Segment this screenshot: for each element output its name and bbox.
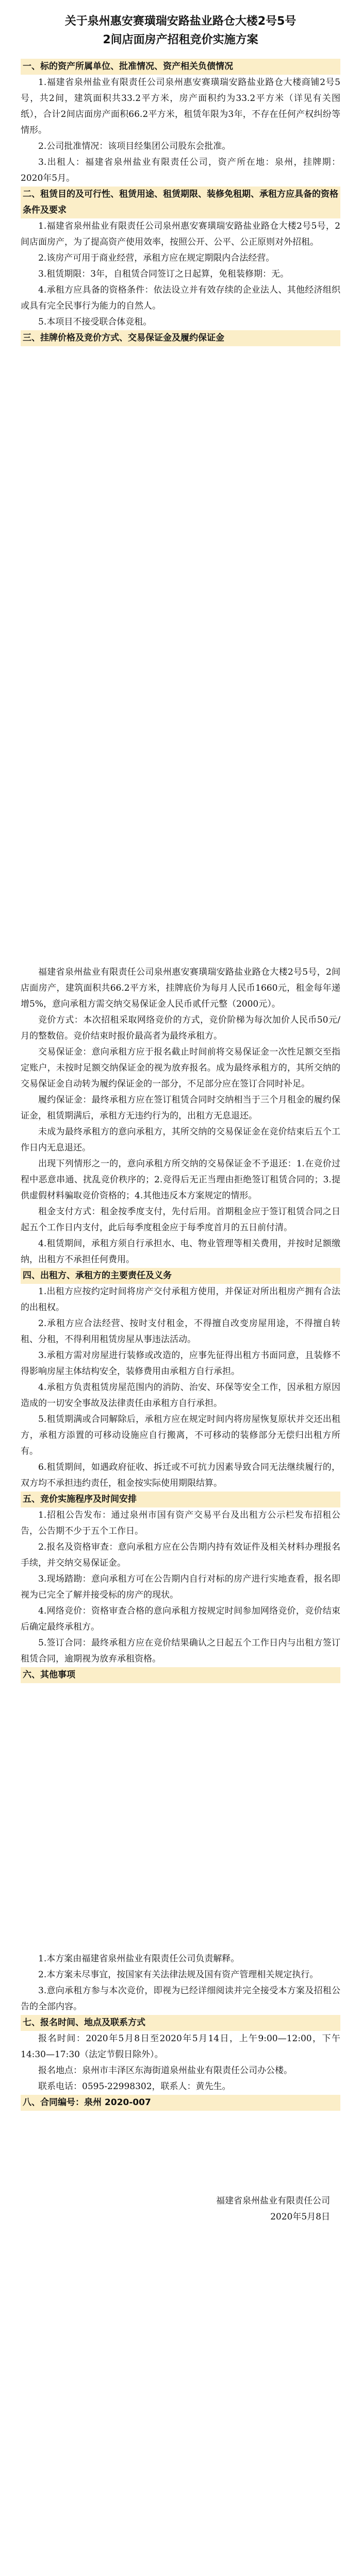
section-heading: 三、挂牌价格及竞价方式、交易保证金及履约保证金: [21, 330, 340, 346]
paragraph: 2.承租方应合法经营、按时支付租金，不得擅自改变房屋用途，不得擅自转租、分租，不得利用租赁房屋从事违法活动。: [21, 1318, 340, 1345]
paragraph: 2.报名及资格审查：意向承租方应在公告期内持有效证件及相关材料办理报名手续，并交纳交易保证金。: [21, 1542, 340, 1568]
paragraph: 5.签订合同：最终承租方应在竞价结果确认之日起五个工作日内与出租方签订租赁合同，逾期视为放弃承租资格。: [21, 1638, 340, 1664]
paragraph: 1.出租方应按约定时间将房产交付承租方使用，并保证对所出租房产拥有合法的出租权。: [21, 1286, 340, 1313]
paragraph: 4.租赁期间，承租方须自行承担水、电、物业管理等相关费用，并按时足额缴纳，出租方不承担任何费用。: [21, 1239, 340, 1265]
title-line-2: 2间店面房产招租竞价实施方案: [103, 33, 258, 46]
paragraph: 2.该房产可用于商业经营，承租方应在规定期限内合法经营。: [38, 253, 275, 263]
paragraph: 3.租赁期限：3年，自租赁合同签订之日起算，免租装修期：无。: [38, 269, 289, 279]
section-heading: 七、报名时间、地点及联系方式: [21, 2015, 340, 2031]
paragraph: 竞价方式：本次招租采取网络竞价的方式，竞价阶梯为每次加价人民币50元/月的整数倍。竞价结束时报价最高者为最终承租方。: [21, 1015, 340, 1041]
signature-block: [0, 2111, 361, 2225]
paragraph: 1.本方案由福建省泉州盐业有限责任公司负责解释。: [38, 1954, 240, 1964]
paragraph: 3.意向承租方参与本次竞价，即视为已经详细阅读并完全接受本方案及招租公告的全部内容。: [21, 1986, 340, 2012]
paragraph: 3.现场踏勘：意向承租方可在公告期内自行对标的房产进行实地查看，报名即视为已完全了解并接受标的房产的现状。: [21, 1574, 340, 1600]
paragraph: 福建省泉州盐业有限责任公司泉州惠安赛璜瑞安路盐业路仓大楼2号5号，2间店面房产，建筑面积共66.2平方米，挂牌底价为每月人民币1660元，租金每年递增5%，意向承租方需交纳交易保证金人民币贰仟元整（2000元）。: [21, 967, 340, 1009]
paragraph: 2.公司批准情况：该项目经集团公司股东会批准。: [38, 141, 231, 151]
paragraph: 报名时间：2020年5月8日至2020年5月14日，上午9:00—12:00，下午14:30—17:30（法定节假日除外）。: [21, 2033, 340, 2060]
section-heading: 六、其他事项: [21, 1667, 340, 1683]
title-line-1: 关于泉州惠安赛璜瑞安路盐业路仓大楼2号5号: [64, 15, 297, 28]
section-heading: 八、合同编号：泉州 2020-007: [21, 2095, 340, 2111]
signature-org: 福建省泉州盐业有限责任公司: [216, 2196, 330, 2206]
paragraph: 未成为最终承租方的意向承租方，其所交纳的交易保证金在竞价结束后五个工作日内无息退还。: [21, 1127, 340, 1153]
signature-date: 2020年5月8日: [270, 2212, 330, 2222]
page-title: [0, 0, 361, 49]
paragraph: 1.招租公告发布：通过泉州市国有资产交易平台及出租方公示栏发布招租公告，公告期不少于五个工作日。: [21, 1510, 340, 1536]
paragraph: 1.福建省泉州盐业有限责任公司泉州惠安赛璜瑞安路盐业路仓大楼2号5号，2间店面房产，为了提高资产使用效率，按照公开、公平、公正原则对外招租。: [21, 221, 340, 247]
paragraph: 1.福建省泉州盐业有限责任公司泉州惠安赛璜瑞安路盐业路仓大楼商铺2号5号，共2间，建筑面积共33.2平方米，房产面积约为33.2平方米（详见有关图纸），合计2间店面房产面积66.2平方米，租赁年限为3年，不存在任何产权纠纷等情形。: [21, 77, 340, 135]
paragraph: 4.网络竞价：资格审查合格的意向承租方按规定时间参加网络竞价，竞价结束后确定最终承租方。: [21, 1606, 340, 1632]
tail-section: [0, 1683, 361, 2111]
paragraph: 5.租赁期满或合同解除后，承租方应在规定时间内将房屋恢复原状并交还出租方，承租方添置的可移动设施应自行搬离，不可移动的装修部分无偿归出租方所有。: [21, 1414, 340, 1456]
body-section: [0, 346, 361, 1683]
section-heading: 二、租赁目的及可行性、租赁用途、租赁期限、装修免租期、承租方应具备的资格条件及要求: [21, 187, 340, 218]
paragraph: 4.承租方负责租赁房屋范围内的消防、治安、环保等安全工作，因承租方原因造成的一切安全事故及法律责任由承租方自行承担。: [21, 1382, 340, 1409]
paragraph: 出现下列情形之一的，意向承租方所交纳的交易保证金不予退还：1.在竞价过程中恶意串通、扰乱竞价秩序的；2.竞得后无正当理由拒绝签订租赁合同的；3.提供虚假材料骗取竞价资格的；4.其他违反本方案规定的情形。: [21, 1159, 340, 1201]
paragraph: 联系电话：0595-22998302，联系人：黄先生。: [38, 2081, 231, 2092]
paragraph: 交易保证金：意向承租方应于报名截止时间前将交易保证金一次性足额交至指定账户，未按时足额交纳保证金的视为放弃报名。成为最终承租方的，其所交纳的交易保证金自动转为履约保证金的一部分，不足部分应在签订合同时补足。: [21, 1047, 340, 1089]
section-heading: 四、出租方、承租方的主要责任及义务: [21, 1268, 340, 1284]
paragraph: 4.承租方应具备的资格条件：依法设立并有效存续的企业法人、其他经济组织或具有完全民事行为能力的自然人。: [21, 285, 340, 311]
paragraph: 2.本方案未尽事宜，按国家有关法律法规及国有资产管理相关规定执行。: [38, 1970, 319, 1980]
paragraph: 3.出租人：福建省泉州盐业有限责任公司，资产所在地：泉州，挂牌期：2020年5月。: [21, 157, 340, 183]
paragraph: 6.租赁期间，如遇政府征收、拆迁或不可抗力因素导致合同无法继续履行的，双方均不承担违约责任，租金按实际使用期限结算。: [21, 1462, 340, 1488]
intro-section: [0, 49, 361, 346]
section-heading: 五、竞价实施程序及时间安排: [21, 1492, 340, 1507]
paragraph: 3.承租方需对房屋进行装修或改造的，应事先征得出租方书面同意，且装修不得影响房屋主体结构安全，装修费用由承租方自行承担。: [21, 1350, 340, 1377]
paragraph: 履约保证金：最终承租方应在签订租赁合同时交纳相当于三个月租金的履约保证金，租赁期满后，承租方无违约行为的，出租方无息退还。: [21, 1095, 340, 1121]
paragraph: 5.本项目不接受联合体竞租。: [38, 317, 152, 327]
paragraph: 租金支付方式：租金按季度支付，先付后用。首期租金应于签订租赁合同之日起五个工作日内支付，此后每季度租金应于每季度首月的五日前付清。: [21, 1207, 340, 1233]
paragraph: 报名地点：泉州市丰泽区东海街道泉州盐业有限责任公司办公楼。: [38, 2065, 292, 2076]
section-heading: 一、标的资产所属单位、批准情况、资产相关负债情况: [21, 59, 340, 75]
